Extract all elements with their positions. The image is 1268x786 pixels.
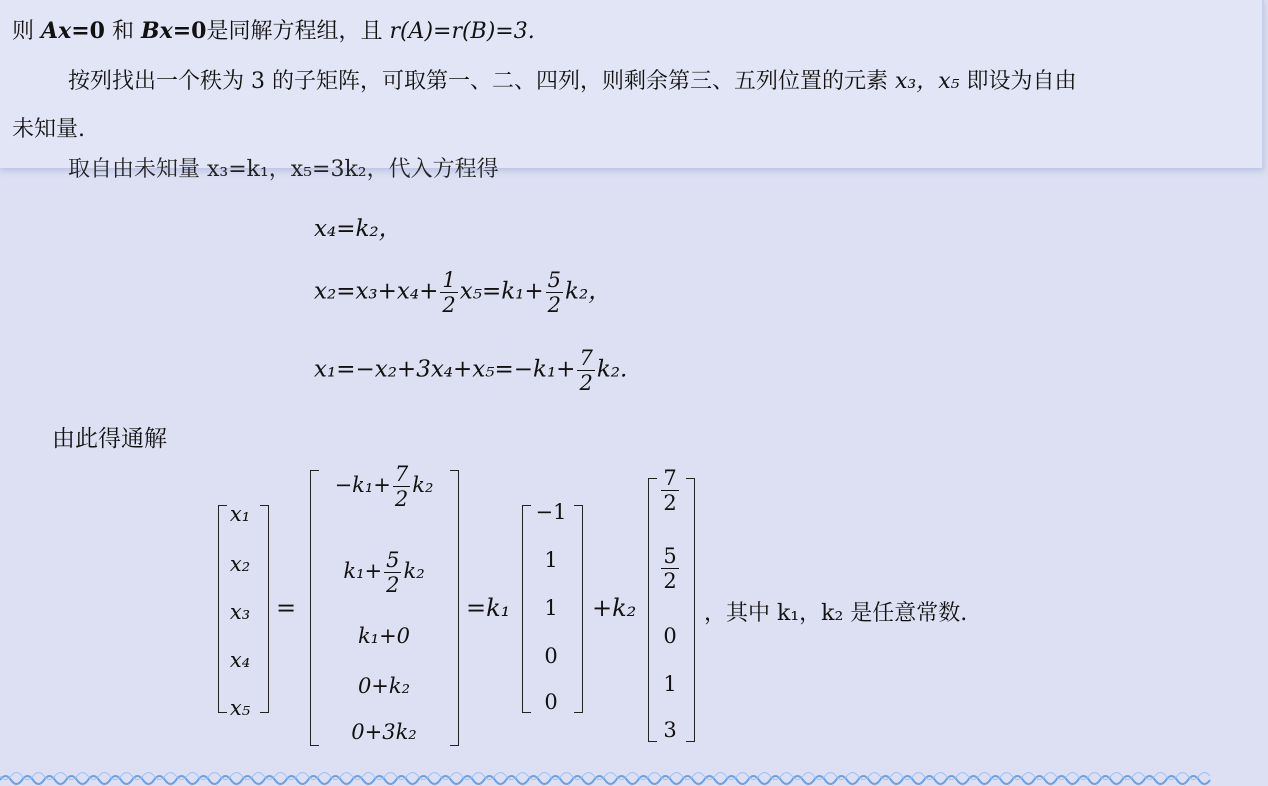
text-general-solution: 由此得通解 (52, 426, 167, 452)
line-choose-columns (68, 64, 1076, 95)
mid-row2: k₁+ $\frac{5}{2}$ k₂ (343, 548, 425, 597)
mid-row4: 0+k₂ (357, 674, 411, 698)
cut-off-line (68, 152, 499, 183)
eq-k1: =k₁ (466, 594, 511, 622)
vec1-bracket-right (574, 505, 583, 713)
top-text-panel (0, 0, 1264, 182)
vec2-r5: 3 (663, 718, 677, 742)
text-tail: 是同解方程组，且 (206, 19, 383, 44)
vec1-r3: 1 (544, 596, 558, 620)
text-prefix: 则 (12, 19, 35, 44)
line-equivalence (12, 14, 535, 45)
text-free-unknowns: 未知量. (12, 117, 85, 142)
lhs-bracket-right (260, 505, 269, 713)
wave-border-decoration (0, 770, 1190, 786)
line-free-unknowns (12, 112, 85, 143)
vec2-r3: 0 (663, 624, 677, 648)
vec2-bracket-left (648, 478, 657, 742)
expr-ax: Ax (41, 18, 72, 44)
general-solution-label (52, 420, 167, 453)
eq1-text: x₄=k₂， (314, 216, 402, 242)
eq2-left: x₂=x₃+x₄+ (314, 278, 439, 305)
equation-x4 (314, 210, 402, 243)
vec1-r2: 1 (544, 548, 558, 572)
expr-rank: r(A)=r(B)=3. (389, 19, 535, 44)
arbitrary-constants-note: ，其中 k₁，k₂ 是任意常数. (704, 601, 968, 626)
vec1-r1: −1 (535, 500, 567, 524)
eq3-left: x₁=−x₂+3x₄+x₅=−k₁+ (314, 356, 576, 383)
vec2-bracket-right (686, 478, 695, 742)
lhs-x2: x₂ (229, 552, 251, 576)
frac-seven-half: $\frac{7}{2}$ (579, 346, 593, 395)
mid-row3: k₁+0 (357, 624, 411, 648)
text-free-tail: 即设为自由 (966, 69, 1077, 94)
equation-x1 (314, 346, 627, 395)
expr-free-vars: x₃，x₅ (895, 69, 960, 94)
lhs-x1: x₁ (229, 502, 251, 526)
vec1-r5: 0 (544, 690, 558, 714)
equation-x2 (314, 268, 611, 317)
mid-bracket-right (450, 470, 459, 746)
lhs-x5: x₅ (229, 696, 251, 720)
expr-eq0-b: =0 (172, 18, 207, 44)
text-substitute: 取自由未知量 x₃=k₁，x₅=3k₂，代入方程得 (68, 157, 499, 182)
frac-five-half: $\frac{5}{2}$ (547, 268, 562, 317)
lhs-x4: x₄ (229, 648, 251, 672)
equals-sign: = (276, 594, 297, 622)
mid-row1: −k₁+ $\frac{7}{2}$ k₂ (334, 462, 434, 511)
eq2-right: k₂， (565, 278, 612, 305)
expr-bx: Bx (140, 18, 173, 44)
vec2-r4: 1 (663, 672, 677, 696)
frac-one-half: $\frac{1}{2}$ (442, 268, 456, 317)
mid-row5: 0+3k₂ (351, 720, 417, 744)
vec2-r2: $\frac{5}{2}$ (663, 544, 677, 593)
vec2-r1: $\frac{7}{2}$ (663, 466, 677, 515)
eq2-mid: x₅=k₁+ (459, 278, 544, 305)
text-choose-columns: 按列找出一个秩为 3 的子矩阵，可取第一、二、四列，则剩余第三、五列位置的元素 (68, 69, 888, 94)
lhs-x3: x₃ (229, 600, 251, 624)
expr-eq0: =0 (71, 18, 105, 44)
plus-k2: +k₂ (592, 594, 637, 622)
vec1-r4: 0 (544, 644, 558, 668)
eq3-right: k₂. (596, 356, 628, 383)
text-and: 和 (111, 19, 134, 44)
mid-bracket-left (310, 470, 319, 746)
